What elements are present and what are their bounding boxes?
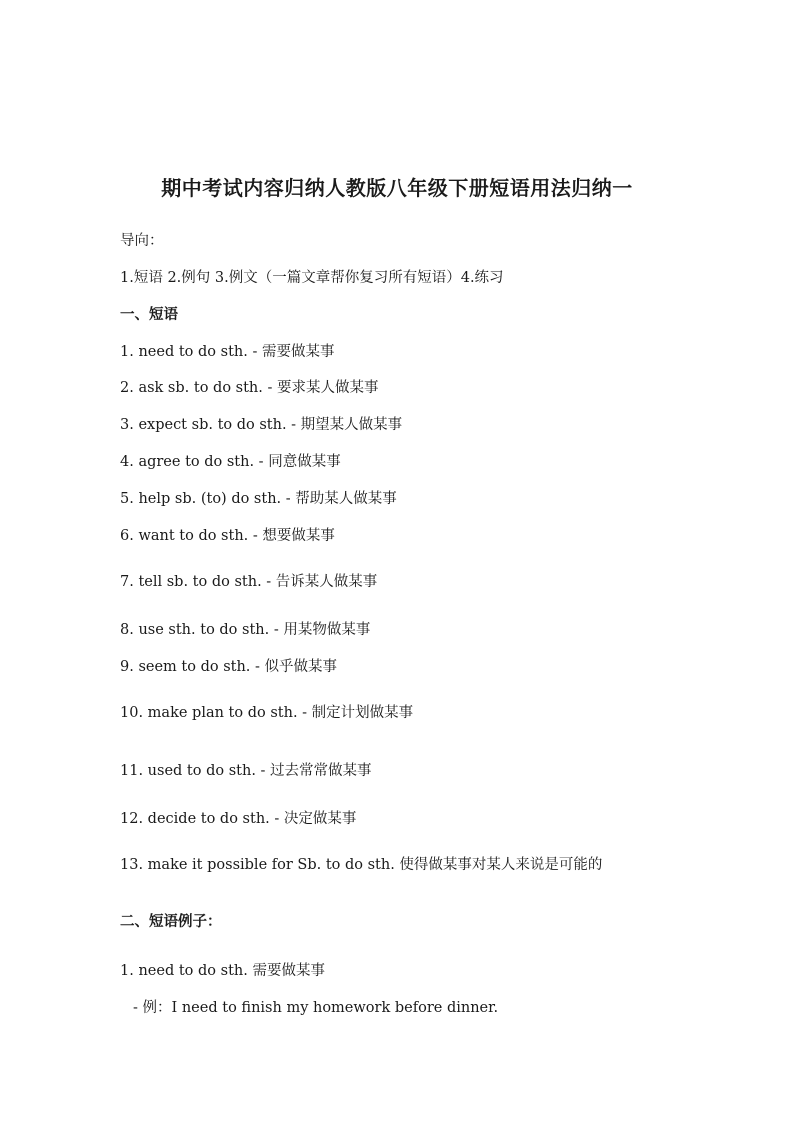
phrase-item: 13. make it possible for Sb. to do sth. 使得做某事对某人来说是可能的 [120, 857, 603, 873]
section-heading-phrases: 一、短语 [120, 306, 178, 323]
section-heading-examples: 二、短语例子： [120, 913, 222, 930]
example-sentence: - 例：I need to finish my homework before dinner. [133, 1000, 499, 1016]
phrase-item: 5. help sb. (to) do sth. - 帮助某人做某事 [120, 491, 397, 507]
phrase-item: 10. make plan to do sth. - 制定计划做某事 [120, 705, 414, 721]
example-phrase: 1. need to do sth. 需要做某事 [120, 963, 325, 979]
phrase-item: 1. need to do sth. - 需要做某事 [120, 344, 335, 360]
phrase-item: 2. ask sb. to do sth. - 要求某人做某事 [120, 380, 379, 396]
guide-items: 1.短语 2.例句 3.例文（一篇文章帮你复习所有短语）4.练习 [120, 270, 504, 286]
phrase-item: 9. seem to do sth. - 似乎做某事 [120, 659, 338, 675]
phrase-item: 11. used to do sth. - 过去常常做某事 [120, 763, 372, 779]
phrase-item: 8. use sth. to do sth. - 用某物做某事 [120, 622, 371, 638]
document-title: 期中考试内容归纳人教版八年级下册短语用法归纳一 [161, 176, 633, 200]
phrase-item: 12. decide to do sth. - 决定做某事 [120, 811, 357, 827]
phrase-item: 4. agree to do sth. - 同意做某事 [120, 454, 341, 470]
guide-label: 导向： [120, 233, 164, 249]
phrase-item: 6. want to do sth. - 想要做某事 [120, 528, 335, 544]
phrase-item: 7. tell sb. to do sth. - 告诉某人做某事 [120, 574, 378, 590]
phrase-item: 3. expect sb. to do sth. - 期望某人做某事 [120, 417, 403, 433]
